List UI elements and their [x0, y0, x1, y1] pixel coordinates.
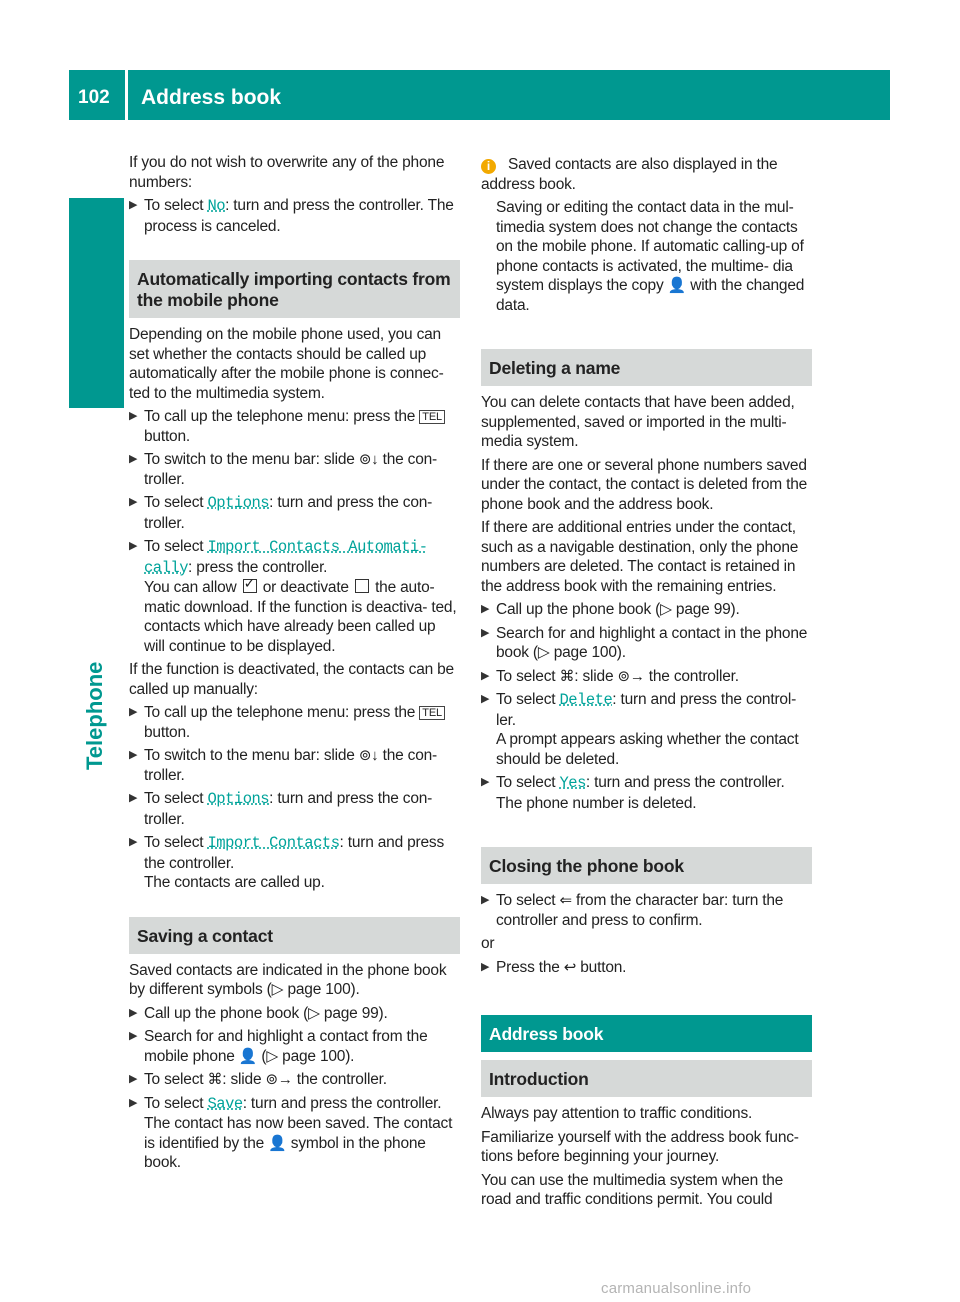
step-text: : turn and press the con- troller. — [144, 494, 433, 532]
contact-copy-icon: 👤 — [667, 277, 687, 294]
page-title: Address book — [141, 86, 282, 109]
step-select-options-2 — [129, 789, 460, 829]
step-search-contact — [481, 624, 812, 663]
step-arrow-icon: ▶ — [481, 960, 490, 973]
step-result-text: The contacts are called up. — [144, 874, 325, 891]
step-text: : turn and press the controller. — [144, 834, 445, 872]
controller-slide-down-icon: ⊚↓ — [358, 451, 379, 468]
info-text: with the changed data. — [496, 277, 805, 314]
section-heading-close: Closing the phone book — [481, 847, 812, 884]
step-text: To select — [144, 834, 208, 851]
step-search-contact — [129, 1027, 460, 1066]
step-arrow-icon: ▶ — [129, 1030, 138, 1042]
step-select-delete — [481, 690, 812, 769]
step-text: To select — [496, 892, 560, 909]
step-select-no — [129, 196, 460, 236]
step-text: To call up the telephone menu: press the — [144, 704, 420, 721]
or-text: or — [481, 935, 495, 952]
step-arrow-icon: ▶ — [129, 1096, 138, 1109]
step-text: the controller. — [292, 1071, 387, 1088]
step-text: To select — [496, 667, 560, 685]
step-text: the auto- matic download. If the function is deactiva- ted, contacts which have already been called up will continue to be displayed. — [144, 579, 457, 655]
step-switch-menu-bar-2 — [129, 746, 460, 785]
menu-item-no: No — [207, 197, 226, 215]
step-text: : turn and press the con- troller. — [144, 790, 433, 828]
step-arrow-icon: ▶ — [129, 836, 138, 848]
step-switch-menu-bar — [129, 450, 460, 489]
back-character-icon: ⇐ — [559, 892, 572, 909]
step-text: (▷ page 100). — [257, 1047, 355, 1065]
step-text: Press the — [496, 958, 564, 976]
step-text: To select — [144, 790, 208, 807]
section-heading-address-book: Address book — [481, 1015, 812, 1052]
step-text: the con- troller. — [144, 451, 437, 488]
page-number: 102 — [78, 87, 110, 108]
step-call-telephone-menu — [129, 407, 460, 446]
step-text: button. — [144, 723, 191, 741]
step-text: You can allow — [144, 579, 241, 596]
saving-paragraph: Saved contacts are indicated in the phone book by different symbols (▷ page 100). — [129, 961, 447, 998]
tel-key-icon: TEL — [419, 706, 445, 720]
step-arrow-icon: ▶ — [129, 792, 138, 804]
header-separator — [125, 70, 128, 120]
mobile-phone-contact-icon: 👤 — [238, 1047, 258, 1065]
controller-slide-down-icon: ⊚↓ — [358, 747, 379, 764]
import-paragraph: Depending on the mobile phone used, you can set whether the contacts should be called up automatically after the mobile phone is connec- ted to the multimedia system. — [129, 326, 444, 402]
manual-paragraph: If the function is deactivated, the contacts can be called up manually: — [129, 661, 454, 698]
step-text: To select — [144, 494, 208, 511]
chapter-label: Telephone — [82, 661, 107, 770]
step-text: Call up the phone book (▷ page 99). — [496, 601, 740, 618]
step-text: To call up the telephone menu: press the — [144, 408, 420, 425]
step-select-yes — [481, 773, 812, 813]
delete-paragraph-2: If there are one or several phone numbers saved under the contact, the contact is deleted from the phone book and the address book. — [481, 456, 808, 513]
intro-paragraph-2: Familiarize yourself with the address book func- tions before beginning your journey. — [481, 1128, 799, 1165]
tel-key-icon: TEL — [419, 410, 445, 424]
step-text: : slide — [222, 1071, 266, 1088]
step-press-back — [481, 958, 812, 978]
step-arrow-icon: ▶ — [481, 776, 490, 788]
step-text: Search for and highlight a contact from the mobile phone — [144, 1028, 428, 1065]
step-select-import-contacts — [129, 833, 460, 893]
step-arrow-icon: ▶ — [129, 496, 138, 508]
checkbox-unchecked-icon — [355, 579, 369, 593]
step-text: button. — [576, 958, 627, 976]
intro-paragraph-3: You can use the multimedia system when the road and traffic conditions permit. You could — [481, 1171, 784, 1208]
step-text: To select — [496, 691, 560, 708]
step-result-text: A prompt appears asking whether the contact should be deleted. — [496, 731, 799, 768]
menu-item-yes: Yes — [559, 774, 586, 792]
info-note — [481, 155, 812, 315]
left-column — [129, 153, 460, 1177]
step-text: To switch to the menu bar: slide — [144, 747, 359, 764]
controller-slide-right-icon: ⊚→ — [265, 1071, 293, 1088]
contact-options-icon: ⌘ — [207, 1071, 223, 1088]
step-text: To select — [496, 774, 560, 791]
menu-item-options: Options — [207, 790, 270, 808]
menu-item-delete: Delete — [559, 691, 613, 709]
info-text: Saved contacts are also displayed in the address book. — [481, 156, 778, 193]
menu-item-import-contacts: Import Contacts — [207, 834, 340, 852]
step-text: button. — [144, 427, 191, 445]
step-arrow-icon: ▶ — [129, 1073, 138, 1085]
menu-item-import-contacts-automatically: Import Contacts Automati- cally — [144, 538, 428, 577]
step-arrow-icon: ▶ — [129, 706, 138, 718]
step-result-text: The phone number is deleted. — [496, 794, 697, 812]
back-button-icon: ↩ — [563, 958, 577, 976]
step-text: To select — [144, 1094, 208, 1112]
section-heading-import: Automatically importing contacts from the mobile phone — [129, 260, 460, 318]
info-icon: i — [481, 159, 496, 174]
step-text: : turn and press the controller. The contact has now been saved. The contact is identified by the — [144, 1094, 453, 1152]
step-call-phone-book — [129, 1004, 460, 1024]
step-arrow-icon: ▶ — [481, 603, 490, 615]
step-arrow-icon: ▶ — [481, 626, 490, 639]
step-text: : turn and press the controller. — [585, 774, 785, 791]
saved-contact-icon: 👤 — [268, 1134, 287, 1152]
step-select-import-automatically — [129, 537, 460, 656]
step-call-telephone-menu-2 — [129, 703, 460, 742]
contact-options-icon: ⌘ — [559, 667, 575, 685]
step-text: the controller. — [644, 667, 739, 685]
menu-item-options: Options — [207, 494, 270, 512]
step-text: : press the controller. — [188, 558, 328, 576]
step-arrow-icon: ▶ — [129, 199, 138, 211]
info-text: Saving or editing the contact data in the mul- timedia system does not change the contacts on the mobile phone. If automatic calling-up of phone contacts is activated, the multime- dia system displays the copy — [496, 199, 804, 294]
section-heading-saving: Saving a contact — [129, 917, 460, 954]
step-text: : slide — [574, 667, 618, 685]
step-arrow-icon: ▶ — [481, 693, 490, 705]
intro-paragraph: If you do not wish to overwrite any of the phone numbers: — [129, 154, 445, 191]
step-text: To select — [144, 1071, 208, 1088]
section-heading-delete: Deleting a name — [481, 349, 812, 386]
controller-slide-right-icon: ⊚→ — [617, 667, 645, 685]
step-arrow-icon: ▶ — [129, 540, 138, 552]
step-text: the con- troller. — [144, 747, 437, 784]
section-heading-introduction: Introduction — [481, 1060, 812, 1097]
step-select-back-char — [481, 891, 812, 930]
step-text: Search for and highlight a contact in the phone book (▷ page 100). — [496, 624, 808, 661]
step-select-options — [129, 493, 460, 533]
watermark: carmanualsonline.info — [601, 1280, 752, 1297]
step-text: To select — [144, 538, 208, 555]
step-arrow-icon: ▶ — [129, 453, 138, 465]
intro-paragraph-1: Always pay attention to traffic conditions. — [481, 1105, 753, 1122]
step-call-phone-book — [481, 600, 812, 620]
step-select-save — [129, 1094, 460, 1173]
step-select-symbol — [129, 1070, 460, 1090]
step-text: : turn and press the controller. The process is canceled. — [144, 197, 454, 235]
step-select-symbol — [481, 667, 812, 687]
checkbox-checked-icon — [243, 579, 257, 593]
right-column — [481, 155, 812, 1214]
step-text: : turn and press the control- ler. — [496, 691, 797, 729]
chapter-tab — [69, 198, 124, 408]
delete-paragraph-1: You can delete contacts that have been added, supplemented, saved or imported in the multi- media system. — [481, 394, 795, 450]
step-arrow-icon: ▶ — [129, 1006, 138, 1019]
menu-item-save: Save — [207, 1094, 243, 1113]
step-text: from the character bar: turn the controller and press to confirm. — [496, 892, 784, 929]
step-arrow-icon: ▶ — [481, 669, 490, 682]
step-text: Call up the phone book (▷ page 99). — [144, 1004, 388, 1022]
step-text: symbol in the phone book. — [144, 1134, 426, 1171]
step-arrow-icon: ▶ — [481, 894, 490, 906]
delete-paragraph-3: If there are additional entries under the contact, such as a navigable destination, only the phone numbers are deleted. The contact is retained in the address book with the remaining entries. — [481, 519, 799, 595]
step-text: To switch to the menu bar: slide — [144, 451, 359, 468]
step-arrow-icon: ▶ — [129, 749, 138, 761]
step-text: To select — [144, 197, 208, 214]
step-arrow-icon: ▶ — [129, 410, 138, 422]
step-text: or deactivate — [258, 579, 353, 596]
